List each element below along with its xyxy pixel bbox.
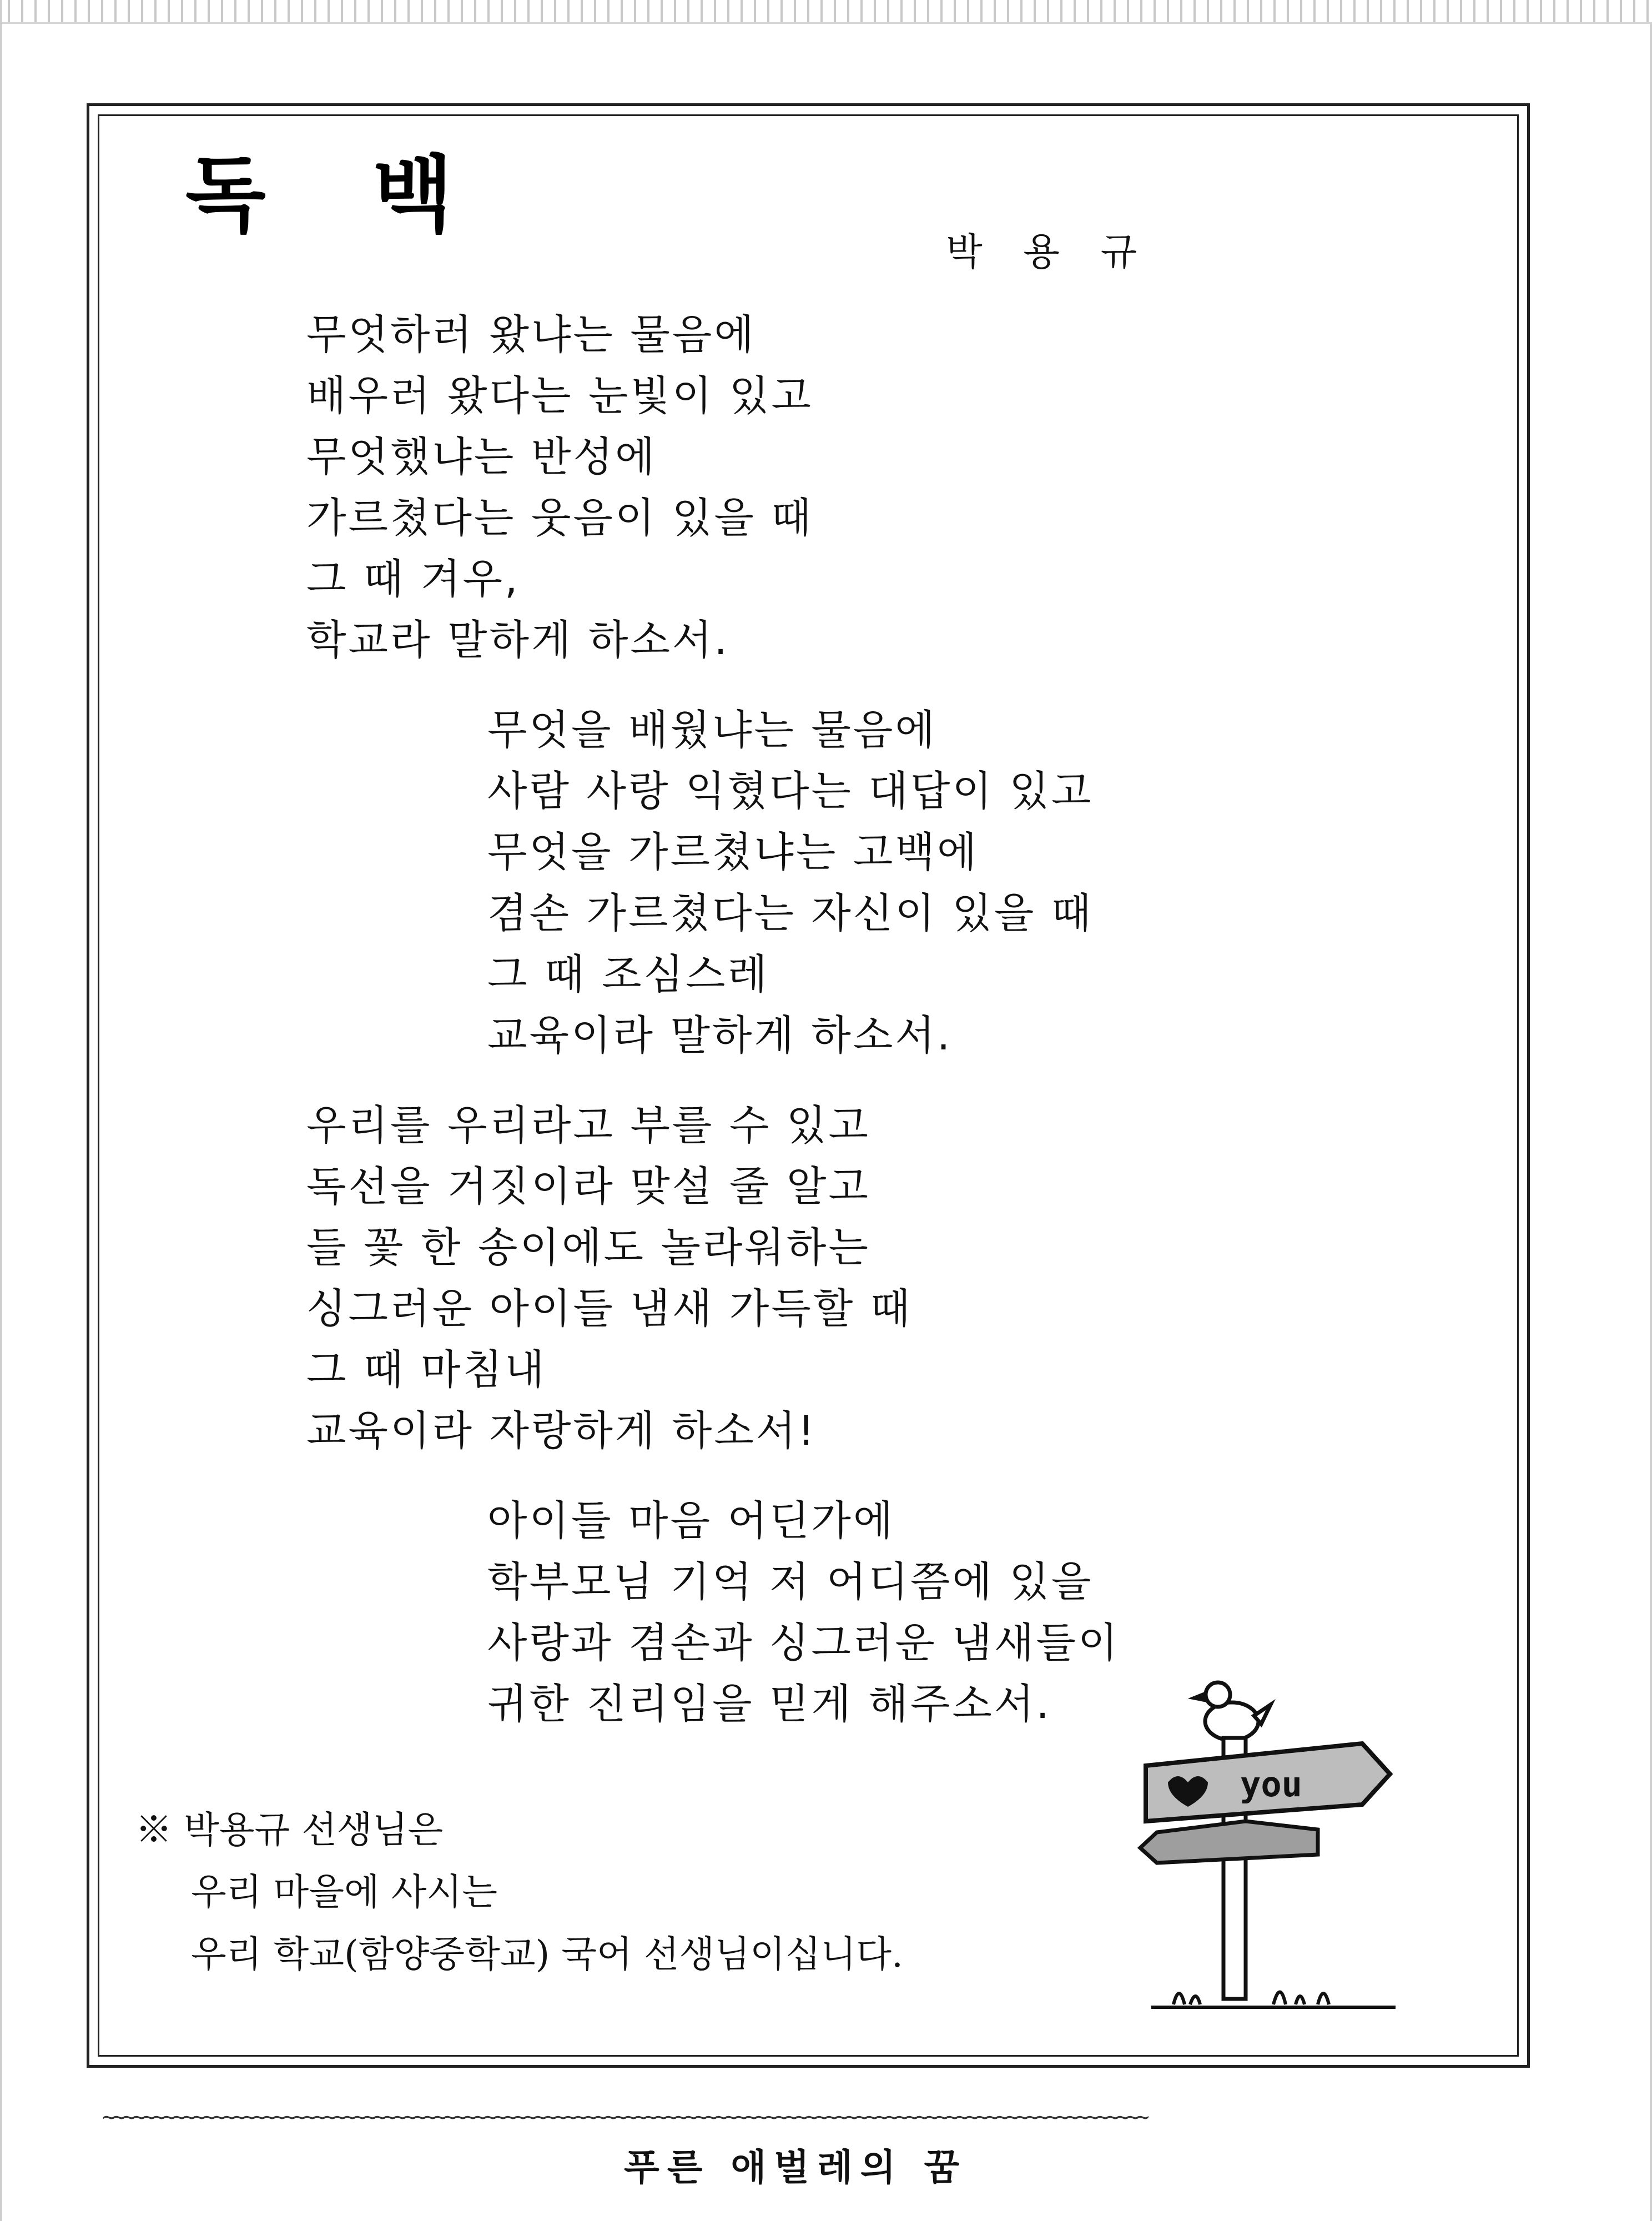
poem-line: 학교라 말하게 하소서. xyxy=(306,616,729,664)
note-line: 우리 학교(함양중학교) 국어 선생님이십니다. xyxy=(191,1933,904,1976)
poem-line: 교육이라 자랑하게 하소서! xyxy=(306,1407,817,1455)
lower-sign xyxy=(1140,1821,1318,1863)
poem-line: 무엇하러 왔냐는 물음에 xyxy=(306,311,756,359)
svg-text:you: you xyxy=(1240,1764,1302,1805)
arrow-sign xyxy=(1146,1743,1390,1821)
footer-title: 푸른 애벌레의 꿈 xyxy=(624,2146,968,2189)
stanza-3 xyxy=(306,1095,912,1461)
note-line: 박용규 선생님은 xyxy=(183,1808,444,1851)
poem-line: 아이들 마음 어딘가에 xyxy=(487,1497,895,1545)
poem-line: 싱그러운 아이들 냄새 가득할 때 xyxy=(306,1285,913,1333)
poem-line: 귀한 진리임을 믿게 해주소서. xyxy=(487,1680,1051,1728)
poem-line: 사람 사랑 익혔다는 대답이 있고 xyxy=(487,767,1094,815)
poem-line: 배우러 왔다는 눈빛이 있고 xyxy=(306,372,813,420)
poem-line: 무엇했냐는 반성에 xyxy=(306,433,657,481)
poem-line: 들 꽃 한 송이에도 놀라워하는 xyxy=(306,1224,870,1272)
poem-line: 겸손 가르쳤다는 자신이 있을 때 xyxy=(487,890,1094,937)
poem-line: 그 때 겨우, xyxy=(306,555,520,603)
author-note xyxy=(135,1799,903,1986)
poem-line: 우리를 우리라고 부를 수 있고 xyxy=(306,1102,870,1149)
poem-line: 무엇을 배웠냐는 물음에 xyxy=(487,706,937,754)
note-line: 우리 마을에 사시는 xyxy=(191,1871,498,1913)
poem-line: 학부모님 기억 저 어디쯤에 있을 xyxy=(487,1558,1094,1606)
poem-line: 그 때 조심스레 xyxy=(487,951,769,998)
footer-divider: ~~~~~~~~~~~~~~~~~~~~~~~~~~~~~~~~~~~~~~~~~~~~~~~~~~~~~~~~~~~~~~~~~~~~~~~~~~~~~~~~~~~~~~~~~~~~~~~~~~~~~~~~ xyxy=(102,2104,1146,2121)
perforated-edge xyxy=(2,0,1652,24)
heart-signpost-bird-icon xyxy=(1135,1671,1412,2027)
poem-author: 박 용 규 xyxy=(946,230,1152,274)
poem-line: 무엇을 가르쳤냐는 고백에 xyxy=(487,828,979,876)
grass-icon xyxy=(1151,1992,1396,2008)
bird-icon xyxy=(1195,1682,1271,1740)
stanza-1 xyxy=(306,304,813,671)
poem-line: 독선을 거짓이라 맞설 줄 알고 xyxy=(306,1163,870,1210)
poem-line: 그 때 마침내 xyxy=(306,1346,547,1394)
reference-mark: ※ xyxy=(135,1808,172,1851)
poem-line: 사랑과 겸손과 싱그러운 냄새들이 xyxy=(487,1619,1120,1667)
stanza-4 xyxy=(487,1490,1120,1735)
poem-line: 가르쳤다는 웃음이 있을 때 xyxy=(306,494,813,542)
stanza-2 xyxy=(487,700,1093,1066)
poem-line: 교육이라 말하게 하소서. xyxy=(487,1012,953,1059)
poem-title: 독 백 xyxy=(185,147,492,244)
